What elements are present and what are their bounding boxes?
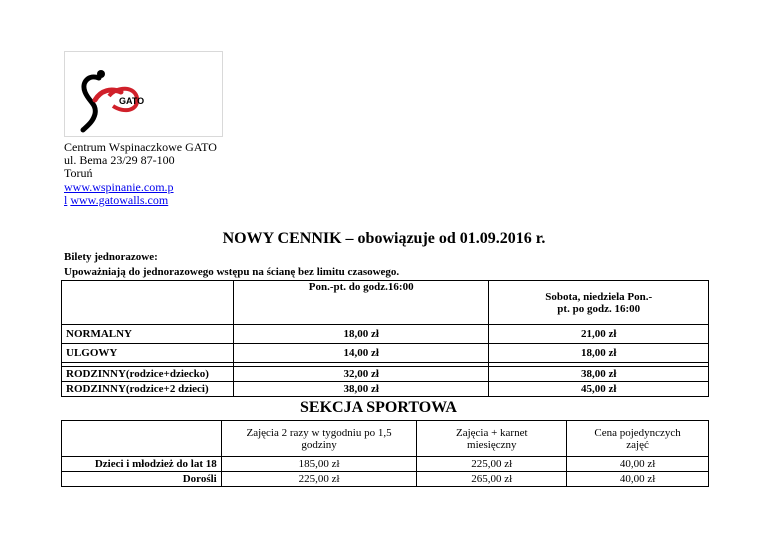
table-header-row xyxy=(62,281,709,325)
page-title: NOWY CENNIK – obowiązuje od 01.09.2016 r. xyxy=(222,230,546,247)
col-weekend-header xyxy=(489,281,709,325)
col-pass-header-line1: Zajęcia + karnet xyxy=(455,426,528,439)
price-weekday: 38,00 zł xyxy=(233,382,488,397)
website-link-1-end[interactable]: l xyxy=(64,192,68,207)
sport-table xyxy=(61,420,709,487)
col-pass-header-line2: miesięczny xyxy=(467,438,517,451)
col-2x-week-header-line2: godziny xyxy=(301,438,337,451)
table-row xyxy=(62,325,709,344)
col-2x-week-header xyxy=(221,421,417,457)
price-weekend: 45,00 zł xyxy=(489,382,709,397)
tickets-subheading: Upoważniają do jednorazowego wstępu na ścianę bez limitu czasowego. xyxy=(64,266,400,278)
price-weekday: 18,00 zł xyxy=(233,325,488,344)
col-pass-header xyxy=(417,421,567,457)
table-row xyxy=(62,457,709,472)
col-single-header-line1: Cena pojedynczych xyxy=(594,426,681,439)
contact-block xyxy=(64,141,217,207)
table-row xyxy=(62,472,709,487)
price-single: 40,00 zł xyxy=(567,457,709,472)
row-label: Dzieci i młodzież do lat 18 xyxy=(62,457,222,472)
col-weekend-header-line1: Sobota, niedziela Pon.- xyxy=(545,290,653,303)
table-row xyxy=(62,382,709,397)
row-label: RODZINNY(rodzice+dziecko) xyxy=(62,367,234,382)
company-name: Centrum Wspinaczkowe GATO xyxy=(64,140,217,154)
col-weekday-header: Pon.-pt. do godz.16:00 xyxy=(233,281,488,325)
table-row xyxy=(62,367,709,382)
row-label: NORMALNY xyxy=(62,325,234,344)
row-label: Dorośli xyxy=(62,472,222,487)
price-single: 40,00 zł xyxy=(567,472,709,487)
price-pass: 265,00 zł xyxy=(417,472,567,487)
logo-frame xyxy=(64,51,223,137)
row-label: ULGOWY xyxy=(62,344,234,363)
price-weekend: 38,00 zł xyxy=(489,367,709,382)
col-weekend-header-line2: pt. po godz. 16:00 xyxy=(557,302,641,315)
table-cell xyxy=(62,421,222,457)
website-link-1[interactable]: www.wspinanie.com.p xyxy=(64,179,174,194)
price-weekday: 14,00 zł xyxy=(233,344,488,363)
col-single-header xyxy=(567,421,709,457)
price-weekend: 18,00 zł xyxy=(489,344,709,363)
col-2x-week-header-line1: Zajęcia 2 razy w tygodniu po 1,5 xyxy=(246,426,392,439)
website-link-2[interactable]: www.gatowalls.com xyxy=(70,192,169,207)
col-single-header-line2: zajęć xyxy=(626,438,649,451)
table-cell xyxy=(62,281,234,325)
sport-section-title: SEKCJA SPORTOWA xyxy=(300,399,457,416)
logo-text: GATO xyxy=(119,96,145,106)
price-2x-week: 225,00 zł xyxy=(221,472,417,487)
tickets-table xyxy=(61,280,709,397)
tickets-heading: Bilety jednorazowe: xyxy=(64,251,158,263)
city: Toruń xyxy=(64,166,93,181)
gato-logo xyxy=(65,52,224,138)
table-row xyxy=(62,344,709,363)
price-pass: 225,00 zł xyxy=(417,457,567,472)
price-weekend: 21,00 zł xyxy=(489,325,709,344)
price-weekday: 32,00 zł xyxy=(233,367,488,382)
address: ul. Bema 23/29 87-100 xyxy=(64,153,175,168)
price-2x-week: 185,00 zł xyxy=(221,457,417,472)
row-label: RODZINNY(rodzice+2 dzieci) xyxy=(62,382,234,397)
table-header-row xyxy=(62,421,709,457)
